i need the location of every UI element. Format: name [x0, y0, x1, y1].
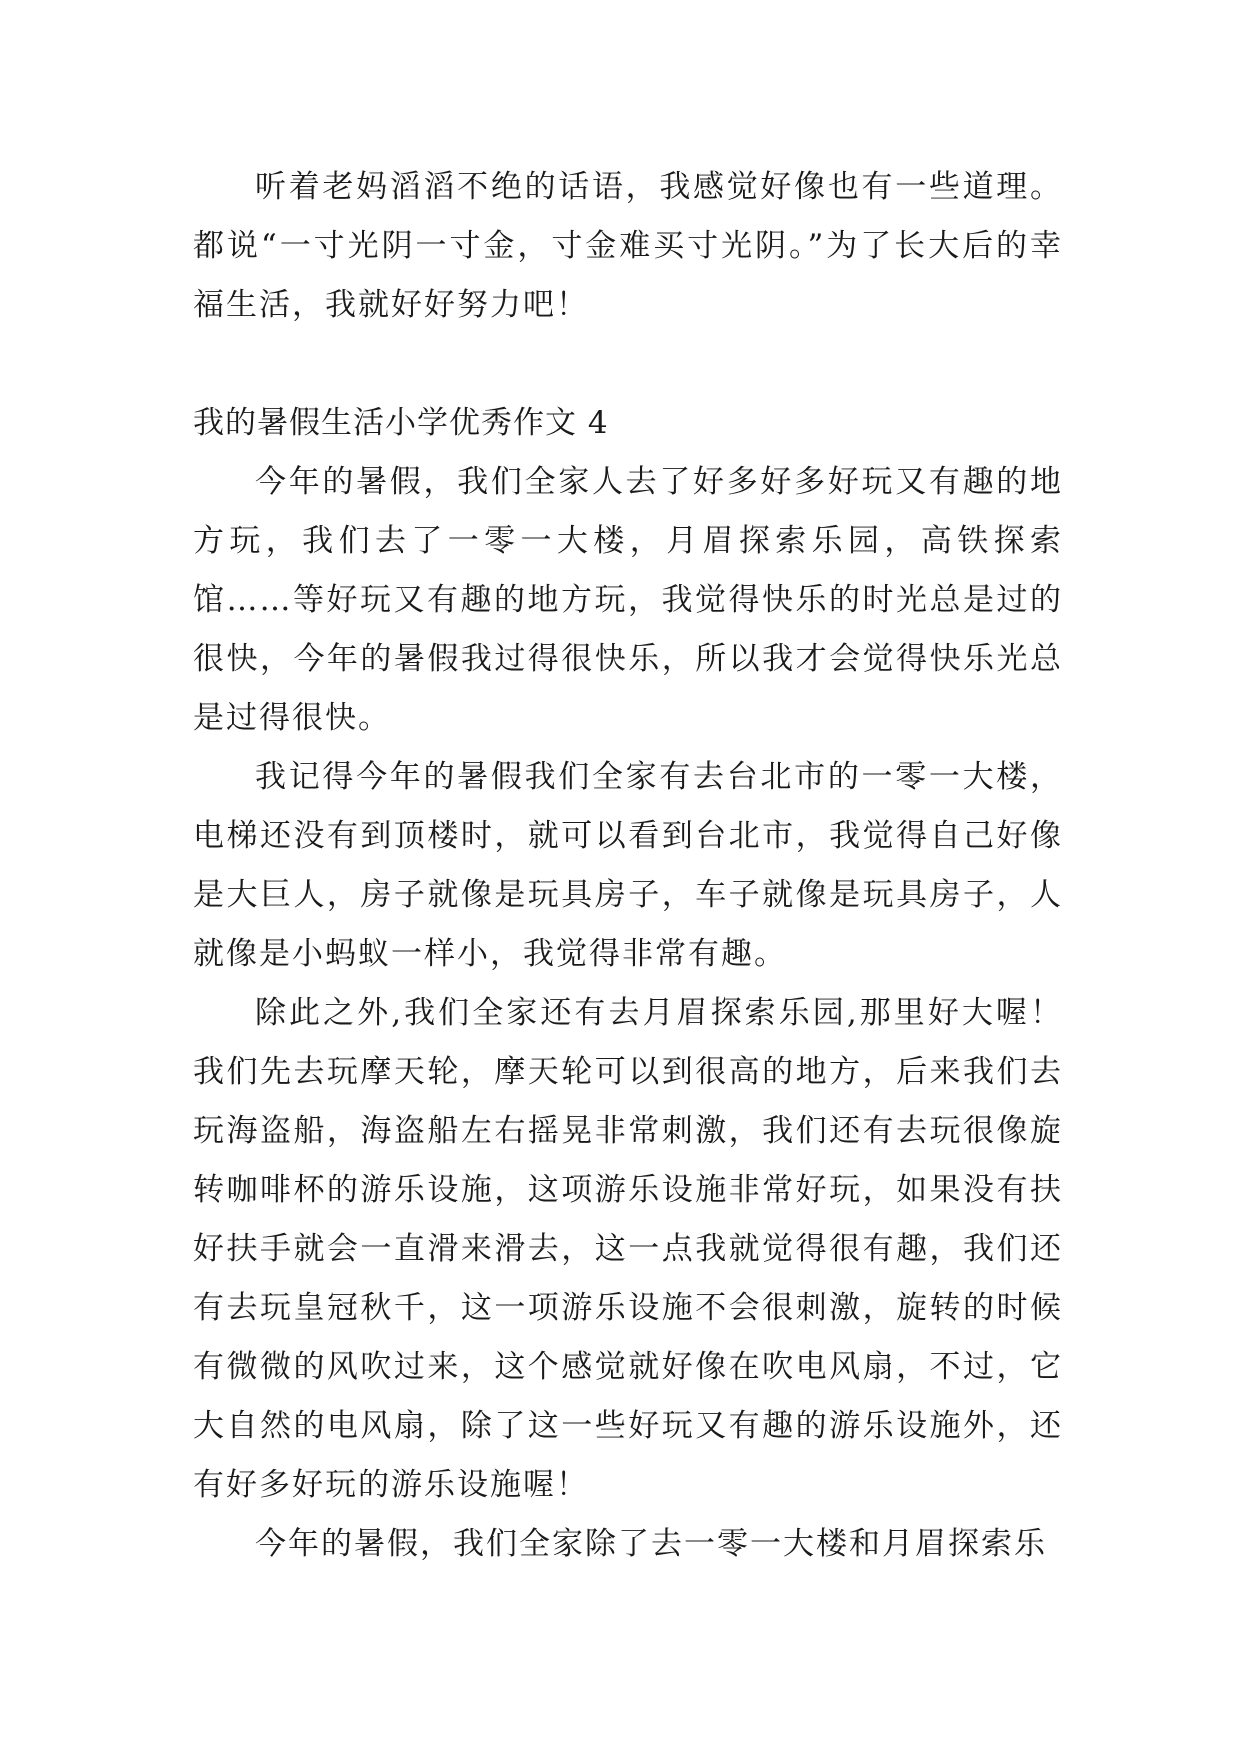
paragraph-1: 今年的暑假，我们全家人去了好多好多好玩又有趣的地方玩，我们去了一零一大楼，月眉探索乐园，高铁探索馆……等好玩又有趣的地方玩，我觉得快乐的时光总是过的很快，今年的暑假我过得很快乐，所以我才会觉得快乐光总是过得很快。 [193, 464, 1063, 736]
section-title: 我的暑假生活小学优秀作文 4 [193, 405, 609, 441]
document-body [193, 158, 1063, 1574]
paragraph-4: 今年的暑假，我们全家除了去一零一大楼和月眉探索乐 [255, 1526, 1047, 1562]
paragraph-2: 我记得今年的暑假我们全家有去台北市的一零一大楼，电梯还没有到顶楼时，就可以看到台北市，我觉得自己好像是大巨人，房子就像是玩具房子，车子就像是玩具房子，人就像是小蚂蚁一样小，我觉得非常有趣。 [193, 759, 1063, 972]
paragraph-3: 除此之外,我们全家还有去月眉探索乐园,那里好大喔！我们先去玩摩天轮，摩天轮可以到很高的地方，后来我们去玩海盗船，海盗船左右摇晃非常刺激，我们还有去玩很像旋转咖啡杯的游乐设施，这项游乐设施非常好玩，如果没有扶好扶手就会一直滑来滑去，这一点我就觉得很有趣，我们还有去玩皇冠秋千，这一项游乐设施不会很刺激，旋转的时候有微微的风吹过来，这个感觉就好像在吹电风扇，不过，它大自然的电风扇，除了这一些好玩又有趣的游乐设施外，还有好多好玩的游乐设施喔！ [193, 995, 1063, 1503]
paragraph-intro: 听着老妈滔滔不绝的话语，我感觉好像也有一些道理。都说“一寸光阴一寸金，寸金难买寸光阴。”为了长大后的幸福生活，我就好好努力吧！ [193, 169, 1063, 323]
